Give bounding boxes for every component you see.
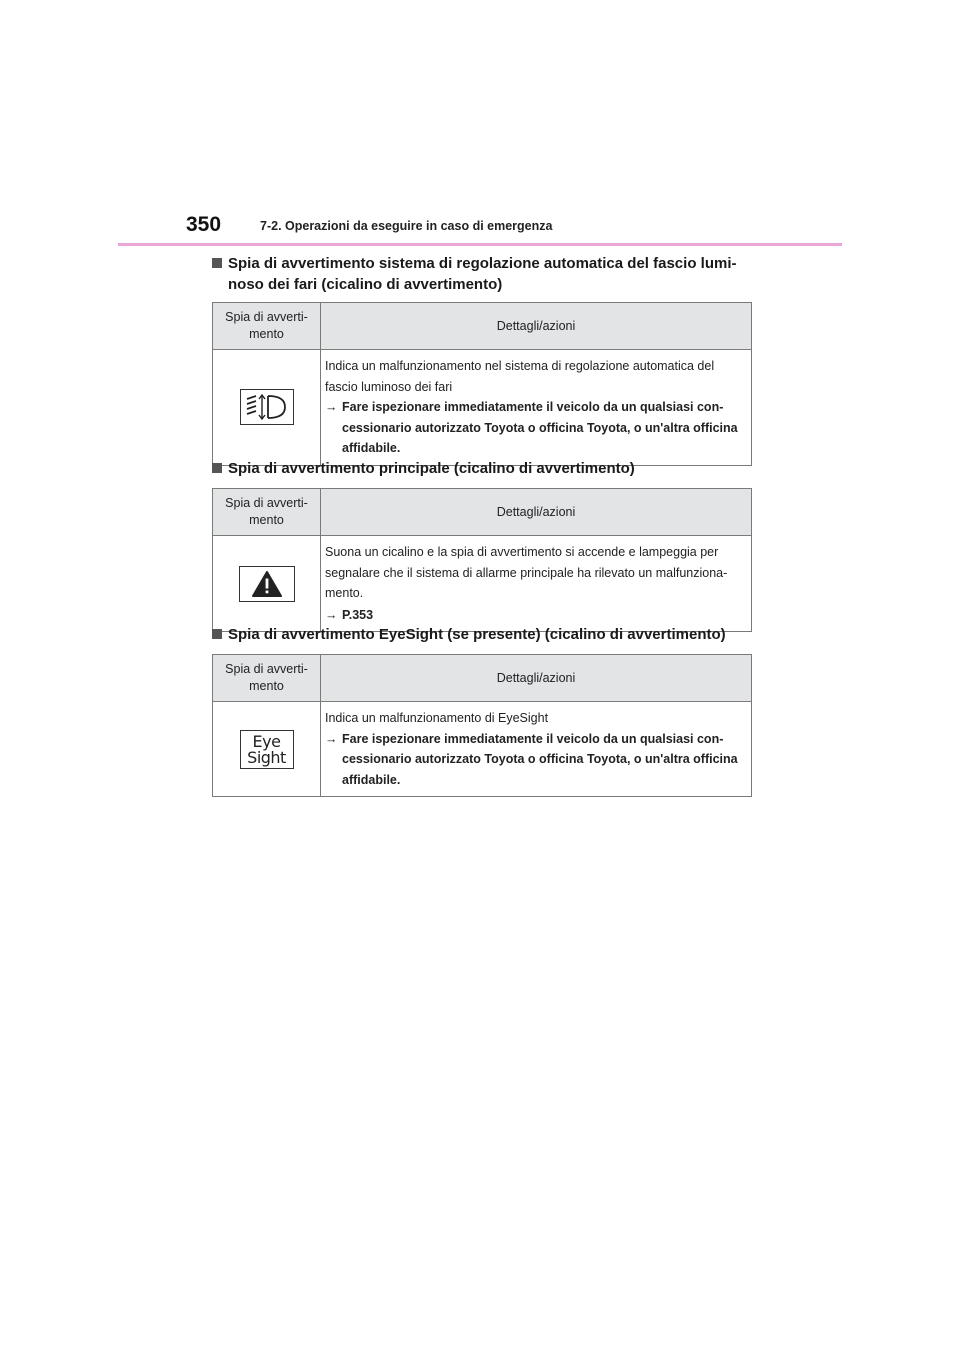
- bullet-square-icon: [212, 629, 222, 639]
- warning-table: [212, 302, 752, 466]
- bullet-square-icon: [212, 463, 222, 473]
- action-text: → Fare ispezionare immediatamente il veicolo da un qualsiasi con- cessionario autorizzato Toyota o officina Toyota, o un'altra officina affidabile.: [325, 729, 745, 791]
- column-header-details: Dettagli/azioni: [321, 303, 752, 350]
- column-header-warning-light: Spia di avverti- mento: [213, 303, 321, 350]
- heading-line: Spia di avvertimento EyeSight (se presente) (cicalino di avvertimento): [228, 626, 726, 643]
- warning-icon-cell: [213, 536, 321, 632]
- page-reference: → P.353: [325, 605, 745, 626]
- description-text: Indica un malfunzionamento di EyeSight: [325, 711, 549, 725]
- bullet-square-icon: [212, 258, 222, 268]
- action-text: → Fare ispezionare immediatamente il veicolo da un qualsiasi con- cessionario autorizzato Toyota o officina Toyota, o un'altra officina affidabile.: [325, 397, 745, 459]
- column-header-details: Dettagli/azioni: [321, 655, 752, 702]
- page-number: 350: [186, 213, 222, 236]
- heading-line: noso dei fari (cicalino di avvertimento): [228, 276, 503, 293]
- column-header-warning-light: Spia di avverti- mento: [213, 489, 321, 536]
- warning-icon-cell: [213, 350, 321, 466]
- section-master-warning: [212, 458, 752, 632]
- details-cell: [321, 536, 752, 632]
- section-heading: [212, 253, 752, 295]
- arrow-icon: →: [325, 607, 338, 622]
- description-text: Suona un cicalino e la spia di avvertimento si accende e lampeggia per segnalare che il sistema di allarme principale ha rilevato un malfunziona- mento.: [325, 545, 728, 600]
- details-cell: [321, 702, 752, 797]
- warning-table: [212, 654, 752, 797]
- warning-table: [212, 488, 752, 632]
- heading-line: Spia di avvertimento principale (cicalino di avvertimento): [228, 460, 635, 477]
- chapter-title: 7-2. Operazioni da eseguire in caso di emergenza: [260, 219, 553, 233]
- warning-icon-cell: [213, 702, 321, 797]
- header-rule: [118, 243, 842, 246]
- arrow-icon: →: [325, 400, 338, 414]
- headlight-leveling-warning-icon: [240, 389, 294, 425]
- master-warning-triangle-icon: [239, 566, 295, 602]
- eyesight-warning-icon: Eye Sight: [240, 730, 294, 769]
- heading-line: Spia di avvertimento sistema di regolazione automatica del fascio lumi-: [228, 255, 737, 272]
- details-cell: [321, 350, 752, 466]
- arrow-icon: →: [325, 731, 338, 746]
- column-header-warning-light: Spia di avverti- mento: [213, 655, 321, 702]
- column-header-details: Dettagli/azioni: [321, 489, 752, 536]
- section-heading: [212, 624, 752, 645]
- section-headlight-leveling: [212, 253, 752, 466]
- section-heading: [212, 458, 752, 479]
- description-text: Indica un malfunzionamento nel sistema di regolazione automatica del fascio luminoso dei fari: [325, 359, 715, 394]
- section-eyesight-warning: [212, 624, 752, 797]
